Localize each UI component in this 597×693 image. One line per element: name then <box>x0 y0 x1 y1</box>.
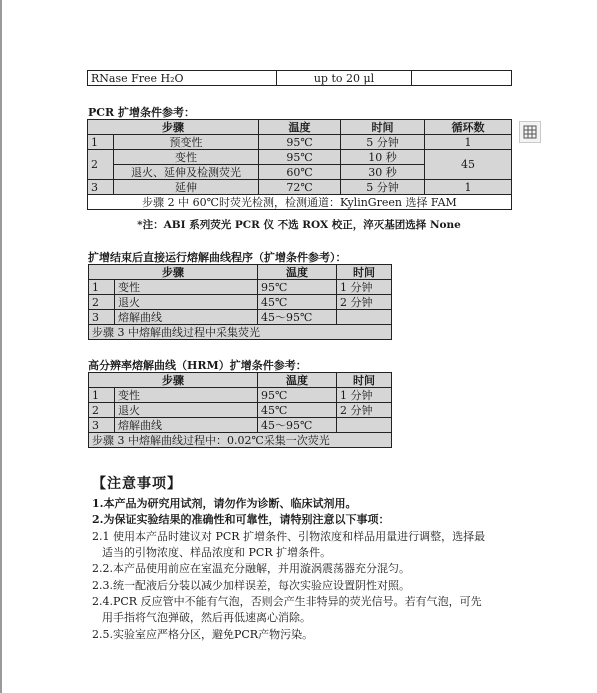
step-name: 变性 <box>115 388 258 403</box>
step-time <box>337 310 392 325</box>
table-row <box>89 403 392 418</box>
step-time: 30 秒 <box>341 165 425 180</box>
header-time: 时间 <box>337 265 392 280</box>
step-number: 1 <box>89 280 115 295</box>
table-row <box>88 180 512 195</box>
melt-footer-note: 步骤 3 中熔解曲线过程中采集荧光 <box>89 325 392 340</box>
hrm-section-title: 高分辨率熔解曲线（HRM）扩增条件参考： <box>88 359 307 372</box>
step-time: 1 分钟 <box>337 280 392 295</box>
table-row <box>89 310 392 325</box>
note-item: 2.5.实验室应严格分区，避免PCR产物污染。 <box>92 628 314 641</box>
note-item: 2.4.PCR 反应管中不能有气泡，否则会产生非特异的荧光信号。若有气泡，可先 <box>92 595 482 608</box>
page-edge <box>0 0 2 693</box>
header-temp: 温度 <box>259 120 341 135</box>
step-time: 2 分钟 <box>337 295 392 310</box>
step-temp: 72℃ <box>259 180 341 195</box>
pcr-table <box>87 119 512 210</box>
abi-note: *注：ABI 系列荧光 PCR 仪 不选 ROX 校正，淬灭基团选择 None <box>137 219 461 231</box>
note-item: 1.本产品为研究用试剂，请勿作为诊断、临床试剂用。 <box>92 497 357 510</box>
step-name: 延伸 <box>114 180 259 195</box>
step-temp: 45～95℃ <box>258 310 337 325</box>
step-number: 1 <box>88 135 114 150</box>
step-time: 2 分钟 <box>337 403 392 418</box>
step-temp: 95℃ <box>259 150 341 165</box>
step-name: 预变性 <box>114 135 259 150</box>
step-number: 1 <box>89 388 115 403</box>
header-step: 步骤 <box>88 120 259 135</box>
melt-table <box>88 264 392 340</box>
step-cycles: 1 <box>425 135 512 150</box>
header-step: 步骤 <box>89 373 258 388</box>
table-row <box>89 388 392 403</box>
table-header-row <box>89 373 392 388</box>
header-step: 步骤 <box>89 265 258 280</box>
table-grid-icon[interactable] <box>519 121 541 143</box>
table-footer-row <box>89 325 392 340</box>
table-row <box>89 418 392 433</box>
hrm-footer-note: 步骤 3 中熔解曲线过程中：0.02℃采集一次荧光 <box>89 433 392 448</box>
step-name: 退火、延伸及检测荧光 <box>114 165 259 180</box>
step-number: 2 <box>89 295 115 310</box>
hrm-table <box>88 372 392 448</box>
table-header-row <box>89 265 392 280</box>
note-item-continued: 适当的引物浓度、样品浓度和 PCR 扩增条件。 <box>102 546 332 559</box>
step-cycles: 45 <box>425 150 512 180</box>
step-time: 5 分钟 <box>341 135 425 150</box>
step-name: 熔解曲线 <box>115 418 258 433</box>
reagent-name: RNase Free H₂O <box>88 71 277 86</box>
step-number: 2 <box>89 403 115 418</box>
header-cycles: 循环数 <box>425 120 512 135</box>
step-time: 5 分钟 <box>341 180 425 195</box>
table-row <box>89 280 392 295</box>
step-temp: 45～95℃ <box>258 418 337 433</box>
step-name: 熔解曲线 <box>115 310 258 325</box>
melt-section-title: 扩增结束后直接运行熔解曲线程序（扩增条件参考）： <box>88 251 347 264</box>
step-number: 2 <box>88 150 114 180</box>
reagent-table <box>87 70 512 86</box>
step-time: 1 分钟 <box>337 388 392 403</box>
header-temp: 温度 <box>258 373 337 388</box>
reagent-amount: up to 20 μl <box>277 71 412 86</box>
step-time <box>337 418 392 433</box>
note-item: 2.3.统一配液后分装以减少加样误差，每次实验应设置阴性对照。 <box>92 579 410 592</box>
note-item: 2.2.本产品使用前应在室温充分融解，并用漩涡震荡器充分混匀。 <box>92 562 410 575</box>
note-item: 2.1 使用本产品时建议对 PCR 扩增条件、引物浓度和样品用量进行调整，选择最 <box>92 530 486 543</box>
reagent-extra <box>412 71 512 86</box>
step-temp: 95℃ <box>259 135 341 150</box>
table-row <box>88 71 512 86</box>
step-cycles: 1 <box>425 180 512 195</box>
step-name: 变性 <box>114 150 259 165</box>
note-item-continued: 用手指将气泡弹破，然后再低速离心消除。 <box>102 611 311 624</box>
note-item: 2.为保证实验结果的准确性和可靠性，请特别注意以下事项： <box>92 513 390 526</box>
step-temp: 95℃ <box>258 388 337 403</box>
step-temp: 60℃ <box>259 165 341 180</box>
step-number: 3 <box>88 180 114 195</box>
table-row <box>88 150 512 165</box>
step-number: 3 <box>89 418 115 433</box>
step-temp: 45℃ <box>258 295 337 310</box>
table-footer-row <box>89 433 392 448</box>
step-time: 10 秒 <box>341 150 425 165</box>
table-row <box>88 135 512 150</box>
step-name: 退火 <box>115 403 258 418</box>
table-row <box>89 295 392 310</box>
header-temp: 温度 <box>258 265 337 280</box>
step-temp: 45℃ <box>258 403 337 418</box>
step-number: 3 <box>89 310 115 325</box>
step-name: 变性 <box>115 280 258 295</box>
pcr-footer-note: 步骤 2 中 60℃时荧光检测，检测通道：KylinGreen 选择 FAM <box>88 195 512 210</box>
header-time: 时间 <box>341 120 425 135</box>
step-name: 退火 <box>115 295 258 310</box>
table-footer-row <box>88 195 512 210</box>
notes-heading: 【注意事项】 <box>92 476 182 492</box>
table-header-row <box>88 120 512 135</box>
step-temp: 95℃ <box>258 280 337 295</box>
header-time: 时间 <box>337 373 392 388</box>
pcr-section-title: PCR 扩增条件参考： <box>88 106 195 119</box>
